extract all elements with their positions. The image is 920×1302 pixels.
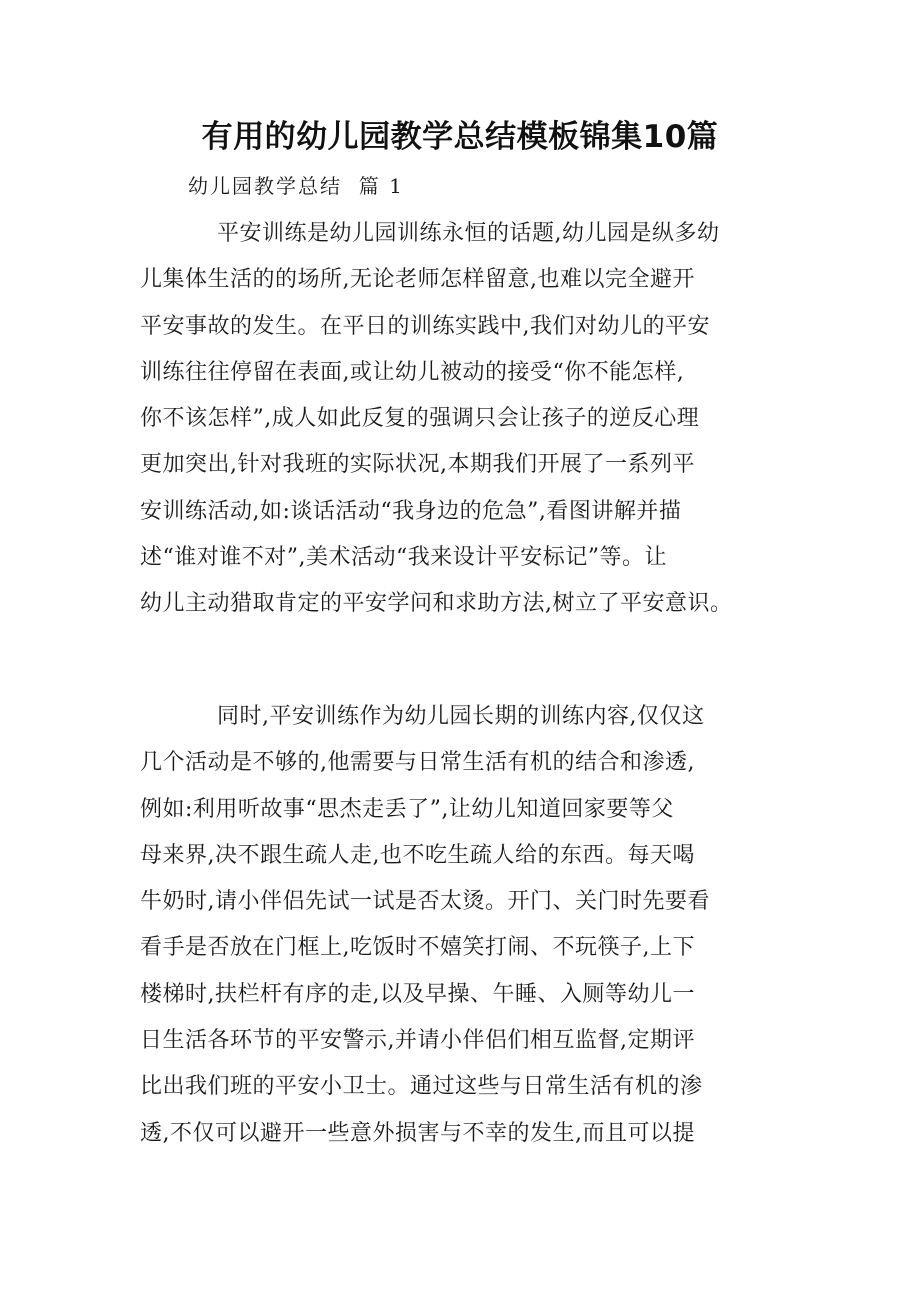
paragraph-line: 平安训练是幼儿园训练永恒的话题,幼儿园是纵多幼 <box>217 221 720 246</box>
paragraph-line: 更加突出,针对我班的实际状况,本期我们开展了一系列平 <box>140 452 695 478</box>
paragraph-line: 透,不仅可以避开一些意外损害与不幸的发生,而且可以提 <box>140 1120 695 1146</box>
document-title: 有用的幼儿园教学总结模板锦集10篇 <box>201 119 719 155</box>
paragraph-line: 例如:利用听故事“思杰走丢了”,让幼儿知道回家要等父 <box>140 796 674 822</box>
paragraph-line: 楼梯时,扶栏杆有序的走,以及早操、午睡、入厕等幼儿一 <box>140 981 695 1007</box>
paragraph-line: 母来界,决不跟生疏人走,也不吃生疏人给的东西。每天喝 <box>140 842 695 868</box>
paragraph-line: 训练往往停留在表面,或让幼儿被动的接受“你不能怎样, <box>140 359 685 385</box>
paragraph-line: 你不该怎样”,成人如此反复的强调只会让孩子的逆反心理 <box>140 406 700 432</box>
paragraph-line: 儿集体生活的的场所,无论老师怎样留意,也难以完全避开 <box>140 267 695 293</box>
paragraph-line: 同时,平安训练作为幼儿园长期的训练内容,仅仅这 <box>217 704 705 729</box>
paragraph-line: 述“谁对谁不对”,美术活动“我来设计平安标记”等。让 <box>140 545 667 571</box>
paragraph-line: 牛奶时,请小伴侣先试一试是否太烫。开门、关门时先要看 <box>140 889 710 915</box>
paragraph-line: 安训练活动,如:谈话活动“我身边的危急”,看图讲解并描 <box>140 498 682 524</box>
paragraph-line: 看手是否放在门框上,吃饭时不嬉笑打闹、不玩筷子,上下 <box>140 935 695 961</box>
paragraph-line: 幼儿主动猎取肯定的平安学问和求助方法,树立了平安意识。 <box>140 591 733 617</box>
paragraph-line: 比出我们班的平安小卫士。通过这些与日常生活有机的渗 <box>140 1074 703 1100</box>
paragraph-1 <box>140 211 780 628</box>
paragraph-2 <box>140 694 780 1157</box>
paragraph-line: 平安事故的发生。在平日的训练实践中,我们对幼儿的平安 <box>140 313 710 339</box>
paragraph-line: 几个活动是不够的,他需要与日常生活有机的结合和渗透, <box>140 750 695 776</box>
section-heading: 幼儿园教学总结 篇 1 <box>188 174 404 198</box>
paragraph-line: 日生活各环节的平安警示,并请小伴侣们相互监督,定期评 <box>140 1028 695 1054</box>
